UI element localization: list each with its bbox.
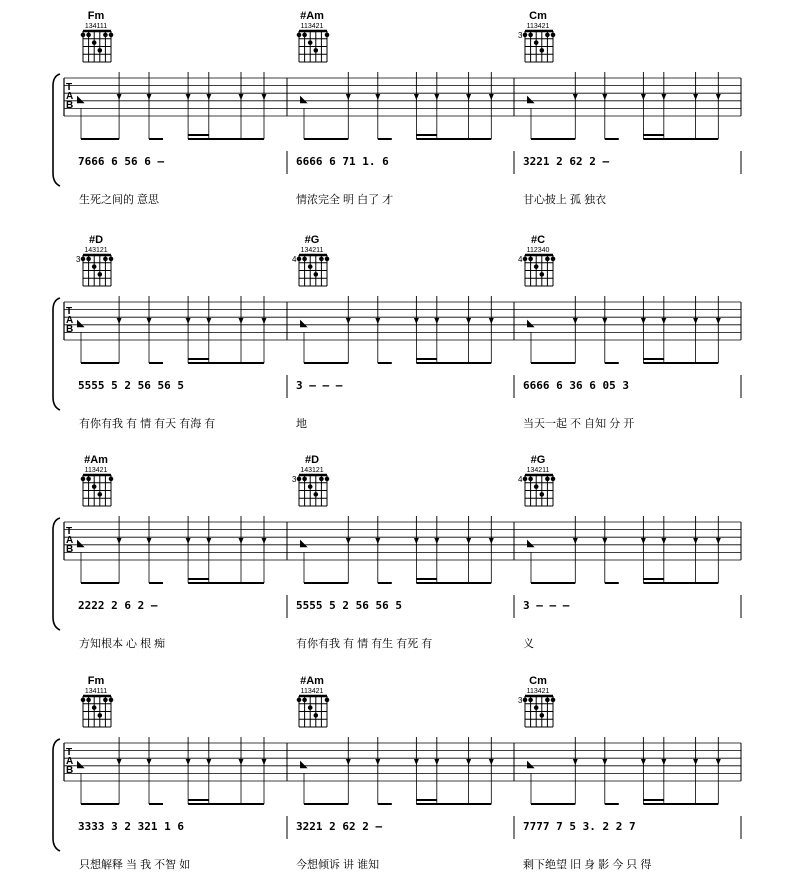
bass-note: ◣ — [77, 94, 85, 105]
strum-arrow — [661, 318, 666, 324]
chord-name: #D — [88, 234, 104, 246]
tab-letter: B — [66, 100, 74, 111]
finger-dot — [534, 40, 539, 45]
chord-start-fret: 3 — [76, 255, 81, 264]
lyrics: 地 — [296, 418, 307, 430]
chord-diagram — [81, 454, 114, 506]
strum-arrow — [602, 318, 607, 324]
bass-note: ◣ — [527, 318, 535, 329]
finger-dot — [523, 698, 528, 703]
chord-diagram — [292, 454, 329, 506]
finger-dot — [297, 698, 302, 703]
strum-arrow — [716, 538, 721, 544]
chord-start-fret: 4 — [518, 475, 523, 484]
finger-dot — [109, 257, 114, 262]
finger-dot — [92, 40, 97, 45]
strum-arrow — [147, 94, 152, 100]
strum-arrow — [641, 759, 646, 765]
finger-dot — [103, 698, 108, 703]
strum-arrow — [693, 94, 698, 100]
finger-dot — [308, 705, 313, 710]
finger-dot — [551, 477, 556, 482]
lyrics: 当天一起 不 自知 分 开 — [523, 418, 635, 430]
lyrics: 有你有我 有 情 有生 有死 有 — [296, 638, 433, 650]
jianpu-notation: 2222 2 6 2 – — [78, 599, 158, 612]
chord-diagram — [297, 10, 330, 62]
chord-fingering: 113421 — [526, 23, 550, 30]
jianpu-notation: 3 – – – — [523, 599, 570, 612]
jianpu-notation: 7666 6 56 6 – — [78, 155, 165, 168]
jianpu-notation: 5555 5 2 56 56 5 — [78, 379, 184, 392]
strum-arrow — [641, 94, 646, 100]
chord-start-fret: 3 — [518, 696, 523, 705]
chord-name: #C — [530, 234, 546, 246]
bass-note: ◣ — [300, 94, 308, 105]
jianpu-notation: 3221 2 62 2 – — [296, 820, 383, 833]
chord-fingering: 134211 — [300, 247, 324, 254]
finger-dot — [308, 264, 313, 269]
finger-dot — [92, 484, 97, 489]
strum-arrow — [346, 94, 351, 100]
chord-fingering: 113421 — [300, 23, 324, 30]
chord-name: #Am — [300, 675, 324, 687]
system-bracket — [53, 298, 60, 410]
finger-dot — [81, 257, 86, 262]
strum-arrow — [414, 759, 419, 765]
strum-arrow — [346, 759, 351, 765]
strum-arrow — [434, 538, 439, 544]
chord-name: #G — [304, 234, 320, 246]
strum-arrow — [206, 94, 211, 100]
tab-system-3 — [53, 454, 741, 650]
finger-dot — [528, 257, 533, 262]
lyrics: 今想倾诉 讲 谁知 — [296, 859, 380, 871]
finger-dot — [545, 698, 550, 703]
system-bracket — [53, 74, 60, 186]
jianpu-notation: 3 – – – — [296, 379, 343, 392]
strum-arrow — [641, 318, 646, 324]
strum-arrow — [716, 759, 721, 765]
finger-dot — [534, 264, 539, 269]
strum-arrow — [489, 318, 494, 324]
lyrics: 生死之间的 意思 — [79, 194, 160, 206]
chord-start-fret: 3 — [292, 475, 297, 484]
strum-arrow — [147, 538, 152, 544]
strum-arrow — [489, 759, 494, 765]
bass-note: ◣ — [300, 759, 308, 770]
strum-arrow — [573, 759, 578, 765]
finger-dot — [81, 698, 86, 703]
finger-dot — [551, 698, 556, 703]
chord-fingering: 143121 — [84, 247, 108, 254]
strum-arrow — [489, 538, 494, 544]
finger-dot — [534, 705, 539, 710]
finger-dot — [302, 477, 307, 482]
bass-note: ◣ — [300, 318, 308, 329]
chord-fingering: 134111 — [84, 23, 108, 30]
strum-arrow — [466, 538, 471, 544]
chord-fingering: 143121 — [300, 467, 324, 474]
bass-note: ◣ — [77, 759, 85, 770]
finger-dot — [534, 484, 539, 489]
finger-dot — [314, 492, 319, 497]
chord-fingering: 134111 — [84, 688, 108, 695]
strum-arrow — [573, 318, 578, 324]
strum-arrow — [375, 318, 380, 324]
jianpu-notation: 6666 6 71 1. 6 — [296, 155, 389, 168]
finger-dot — [302, 698, 307, 703]
chord-diagram — [297, 675, 330, 727]
strum-arrow — [434, 759, 439, 765]
strum-arrow — [375, 538, 380, 544]
strum-arrow — [466, 94, 471, 100]
strum-arrow — [117, 318, 122, 324]
tab-system-1 — [53, 10, 741, 206]
strum-arrow — [693, 538, 698, 544]
finger-dot — [308, 40, 313, 45]
lyrics: 剩下绝望 旧 身 影 今 只 得 — [523, 859, 652, 871]
tab-letter: A — [66, 756, 74, 767]
chord-name: #Am — [84, 454, 108, 466]
finger-dot — [98, 492, 103, 497]
finger-dot — [81, 477, 86, 482]
chord-name: Fm — [87, 10, 105, 22]
finger-dot — [314, 272, 319, 277]
strum-arrow — [602, 538, 607, 544]
finger-dot — [92, 705, 97, 710]
finger-dot — [308, 484, 313, 489]
finger-dot — [81, 33, 86, 38]
strum-arrow — [466, 318, 471, 324]
strum-arrow — [147, 759, 152, 765]
finger-dot — [297, 257, 302, 262]
finger-dot — [86, 33, 91, 38]
chord-start-fret: 3 — [518, 31, 523, 40]
tab-letter: B — [66, 324, 74, 335]
tab-letter: B — [66, 544, 74, 555]
finger-dot — [98, 48, 103, 53]
strum-arrow — [434, 318, 439, 324]
bass-note: ◣ — [300, 538, 308, 549]
strum-arrow — [206, 318, 211, 324]
finger-dot — [86, 698, 91, 703]
strum-arrow — [262, 318, 267, 324]
bass-note: ◣ — [77, 318, 85, 329]
finger-dot — [523, 477, 528, 482]
tab-letter: T — [66, 82, 73, 93]
strum-arrow — [262, 538, 267, 544]
bass-note: ◣ — [77, 538, 85, 549]
chord-start-fret: 4 — [292, 255, 297, 264]
finger-dot — [540, 492, 545, 497]
finger-dot — [325, 33, 330, 38]
finger-dot — [314, 713, 319, 718]
chord-fingering: 113421 — [84, 467, 108, 474]
bass-note: ◣ — [527, 94, 535, 105]
chord-name: #Am — [300, 10, 324, 22]
strum-arrow — [375, 759, 380, 765]
finger-dot — [98, 272, 103, 277]
chord-diagram — [518, 10, 555, 62]
chord-diagram — [76, 234, 113, 286]
strum-arrow — [117, 538, 122, 544]
finger-dot — [98, 713, 103, 718]
strum-arrow — [414, 318, 419, 324]
tab-letter: A — [66, 315, 74, 326]
strum-arrow — [117, 759, 122, 765]
finger-dot — [103, 257, 108, 262]
strum-arrow — [239, 318, 244, 324]
tab-letter: B — [66, 765, 74, 776]
finger-dot — [523, 33, 528, 38]
bass-note: ◣ — [527, 538, 535, 549]
strum-arrow — [661, 94, 666, 100]
strum-arrow — [117, 94, 122, 100]
strum-arrow — [206, 538, 211, 544]
finger-dot — [86, 477, 91, 482]
chord-name: Cm — [529, 675, 547, 687]
finger-dot — [545, 257, 550, 262]
chord-name: Fm — [87, 675, 105, 687]
finger-dot — [540, 713, 545, 718]
chord-start-fret: 4 — [518, 255, 523, 264]
finger-dot — [109, 698, 114, 703]
strum-arrow — [186, 759, 191, 765]
finger-dot — [103, 33, 108, 38]
strum-arrow — [186, 318, 191, 324]
strum-arrow — [147, 318, 152, 324]
tab-letter: T — [66, 306, 73, 317]
strum-arrow — [346, 318, 351, 324]
finger-dot — [302, 33, 307, 38]
bass-note: ◣ — [527, 759, 535, 770]
finger-dot — [540, 272, 545, 277]
lyrics: 有你有我 有 情 有天 有海 有 — [79, 418, 216, 430]
finger-dot — [528, 477, 533, 482]
system-bracket — [53, 739, 60, 851]
finger-dot — [319, 477, 324, 482]
finger-dot — [551, 33, 556, 38]
finger-dot — [109, 477, 114, 482]
strum-arrow — [573, 538, 578, 544]
tab-letter: T — [66, 747, 73, 758]
chord-diagram — [81, 10, 114, 62]
strum-arrow — [573, 94, 578, 100]
finger-dot — [314, 48, 319, 53]
finger-dot — [540, 48, 545, 53]
tab-letter: T — [66, 526, 73, 537]
tab-system-2 — [53, 234, 741, 430]
chord-fingering: 113421 — [300, 688, 324, 695]
finger-dot — [523, 257, 528, 262]
strum-arrow — [466, 759, 471, 765]
strum-arrow — [262, 94, 267, 100]
finger-dot — [551, 257, 556, 262]
strum-arrow — [716, 94, 721, 100]
chord-diagram — [518, 454, 555, 506]
tab-letter: A — [66, 535, 74, 546]
tab-system-4 — [53, 675, 741, 871]
chord-diagram — [518, 234, 555, 286]
finger-dot — [325, 477, 330, 482]
strum-arrow — [693, 759, 698, 765]
strum-arrow — [414, 94, 419, 100]
lyrics: 情浓完全 明 白了 才 — [296, 194, 394, 206]
strum-arrow — [414, 538, 419, 544]
chord-diagram — [81, 675, 114, 727]
finger-dot — [86, 257, 91, 262]
finger-dot — [302, 257, 307, 262]
strum-arrow — [641, 538, 646, 544]
finger-dot — [297, 477, 302, 482]
finger-dot — [528, 33, 533, 38]
strum-arrow — [434, 94, 439, 100]
jianpu-notation: 3333 3 2 321 1 6 — [78, 820, 184, 833]
chord-name: #G — [530, 454, 546, 466]
strum-arrow — [375, 94, 380, 100]
lyrics: 义 — [523, 638, 534, 650]
chord-fingering: 112340 — [526, 247, 550, 254]
finger-dot — [325, 698, 330, 703]
strum-arrow — [239, 538, 244, 544]
chord-fingering: 134211 — [526, 467, 550, 474]
chord-diagram — [292, 234, 329, 286]
finger-dot — [297, 33, 302, 38]
jianpu-notation: 7777 7 5 3. 2 2 7 — [523, 820, 636, 833]
strum-arrow — [186, 538, 191, 544]
system-bracket — [53, 518, 60, 630]
strum-arrow — [346, 538, 351, 544]
finger-dot — [92, 264, 97, 269]
tab-letter: A — [66, 91, 74, 102]
finger-dot — [325, 257, 330, 262]
finger-dot — [545, 477, 550, 482]
jianpu-notation: 5555 5 2 56 56 5 — [296, 599, 402, 612]
strum-arrow — [239, 94, 244, 100]
finger-dot — [528, 698, 533, 703]
strum-arrow — [661, 538, 666, 544]
strum-arrow — [489, 94, 494, 100]
strum-arrow — [206, 759, 211, 765]
chord-fingering: 113421 — [526, 688, 550, 695]
chord-name: #D — [304, 454, 320, 466]
chord-diagram — [518, 675, 555, 727]
strum-arrow — [186, 94, 191, 100]
strum-arrow — [602, 94, 607, 100]
strum-arrow — [262, 759, 267, 765]
chord-name: Cm — [529, 10, 547, 22]
finger-dot — [545, 33, 550, 38]
strum-arrow — [716, 318, 721, 324]
lyrics: 甘心披上 孤 独衣 — [523, 194, 607, 206]
strum-arrow — [661, 759, 666, 765]
jianpu-notation: 3221 2 62 2 – — [523, 155, 610, 168]
finger-dot — [319, 257, 324, 262]
strum-arrow — [239, 759, 244, 765]
strum-arrow — [602, 759, 607, 765]
lyrics: 只想解释 当 我 不智 如 — [79, 859, 191, 871]
finger-dot — [109, 33, 114, 38]
lyrics: 方知根本 心 根 痴 — [79, 638, 166, 650]
strum-arrow — [693, 318, 698, 324]
jianpu-notation: 6666 6 36 6 05 3 — [523, 379, 629, 392]
